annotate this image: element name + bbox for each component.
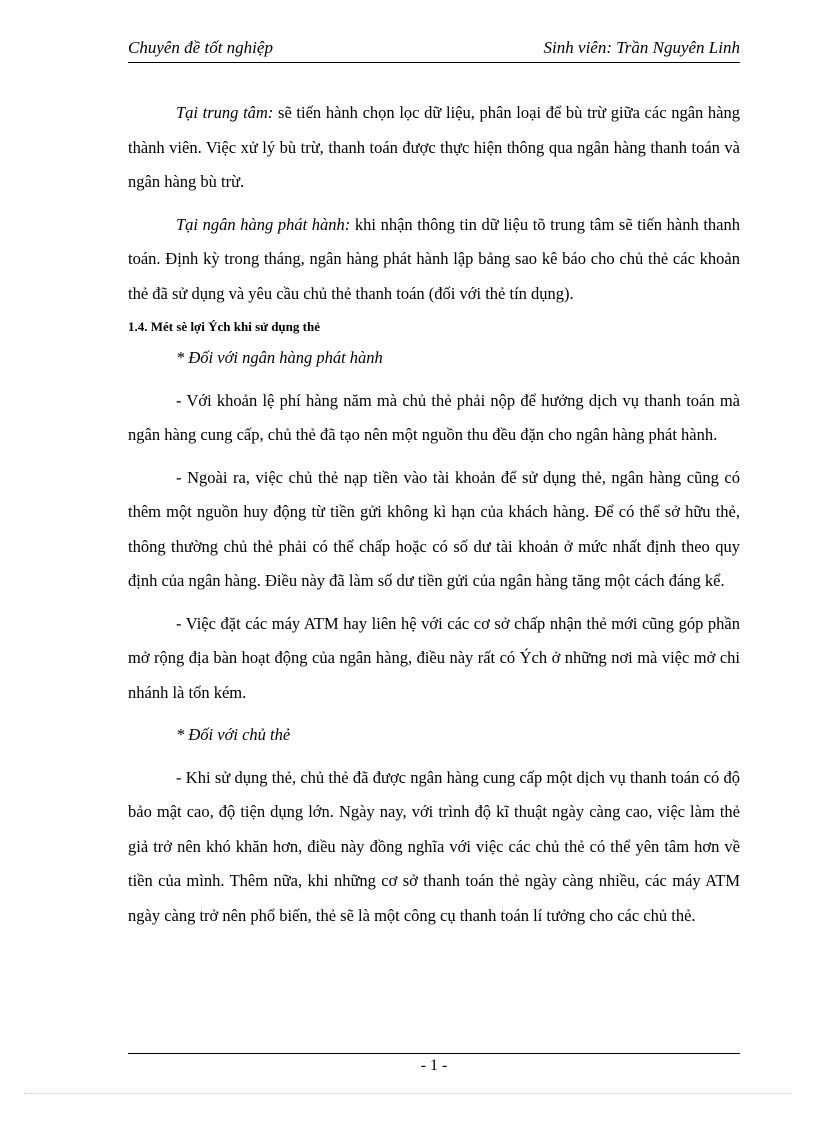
page-header <box>128 38 740 63</box>
paragraph-annual-fee: - Với khoản lệ phí hàng năm mà chủ thẻ phải nộp để hưởng dịch vụ thanh toán mà ngân hàng cung cấp, chủ thẻ đã tạo nên một nguồn thu đều đặn cho ngân hàng phát hành. <box>128 390 740 444</box>
page-number: - 1 - <box>420 1057 448 1074</box>
subheading-cardholder: * Đối với chủ thẻ <box>176 725 291 744</box>
paragraph-issuing-bank <box>128 208 740 312</box>
paragraph-cardholder-benefits: - Khi sử dụng thẻ, chủ thẻ đã được ngân hàng cung cấp một dịch vụ thanh toán có độ bảo mật cao, độ tiện dụng lớn. Ngày nay, với trình độ kĩ thuật ngày càng cao, việc làm thẻ giả trở nên khó khăn hơn, điều này đồng nghĩa với việc các chủ thẻ có thể yên tâm hơn về tiền của mình. Thêm nữa, khi những cơ sở thanh toán thẻ ngày càng nhiều, các máy ATM ngày càng trở nên phổ biến, thẻ sẽ là một công cụ thanh toán lí tưởng cho các chủ thẻ. <box>128 767 740 925</box>
footer-divider <box>128 1053 740 1054</box>
subheading-issuing-bank: * Đối với ngân hàng phát hành <box>176 348 383 367</box>
section-heading: 1.4. Mét sè lợi Ých khi sử dụng thẻ <box>128 319 320 334</box>
paragraph-deposits: - Ngoài ra, việc chủ thẻ nạp tiền vào tài khoản để sử dụng thẻ, ngân hàng cũng có thêm một nguồn huy động từ tiền gửi không kì hạn của khách hàng. Để có thể sở hữu thẻ, thông thường chủ thẻ phải có thế chấp hoặc có số dư tài khoản ở mức nhất định theo quy định của ngân hàng. Điều này đã làm số dư tiền gửi của ngân hàng tăng một cách đáng kể. <box>128 467 740 590</box>
paragraph-center-text: sẽ tiến hành chọn lọc dữ liệu, phân loại để bù trừ giữa các ngân hàng thành viên. Việc xử lý bù trừ, thanh toán được thực hiện thông qua ngân hàng thanh toán và ngân hàng bù trừ. <box>128 103 741 191</box>
paragraph-issuing-bank-text: khi nhận thông tin dữ liệu tõ trung tâm sẽ tiến hành thanh toán. Định kỳ trong tháng, ngân hàng phát hành lập bảng sao kê báo cho chủ thẻ các khoản thẻ đã sử dụng và yêu cầu chủ thẻ thanh toán (đối với thẻ tín dụng). <box>128 214 740 303</box>
page-body <box>128 96 740 941</box>
header-student-name: Sinh viên: Trần Nguyên Linh <box>543 38 740 57</box>
paragraph-center-lead: Tại trung tâm: <box>176 103 274 122</box>
header-document-title: Chuyên đề tốt nghiệp <box>128 38 273 57</box>
paragraph-center <box>128 96 740 200</box>
page-edge-dotted-line <box>24 1093 792 1094</box>
paragraph-atm: - Việc đặt các máy ATM hay liên hệ với các cơ sở chấp nhận thẻ mới cũng góp phần mở rộng địa bàn hoạt động của ngân hàng, điều này rất có Ých ở những nơi mà việc mở chi nhánh là tốn kém. <box>128 613 740 702</box>
paragraph-issuing-bank-lead: Tại ngân hàng phát hành: <box>176 214 351 234</box>
